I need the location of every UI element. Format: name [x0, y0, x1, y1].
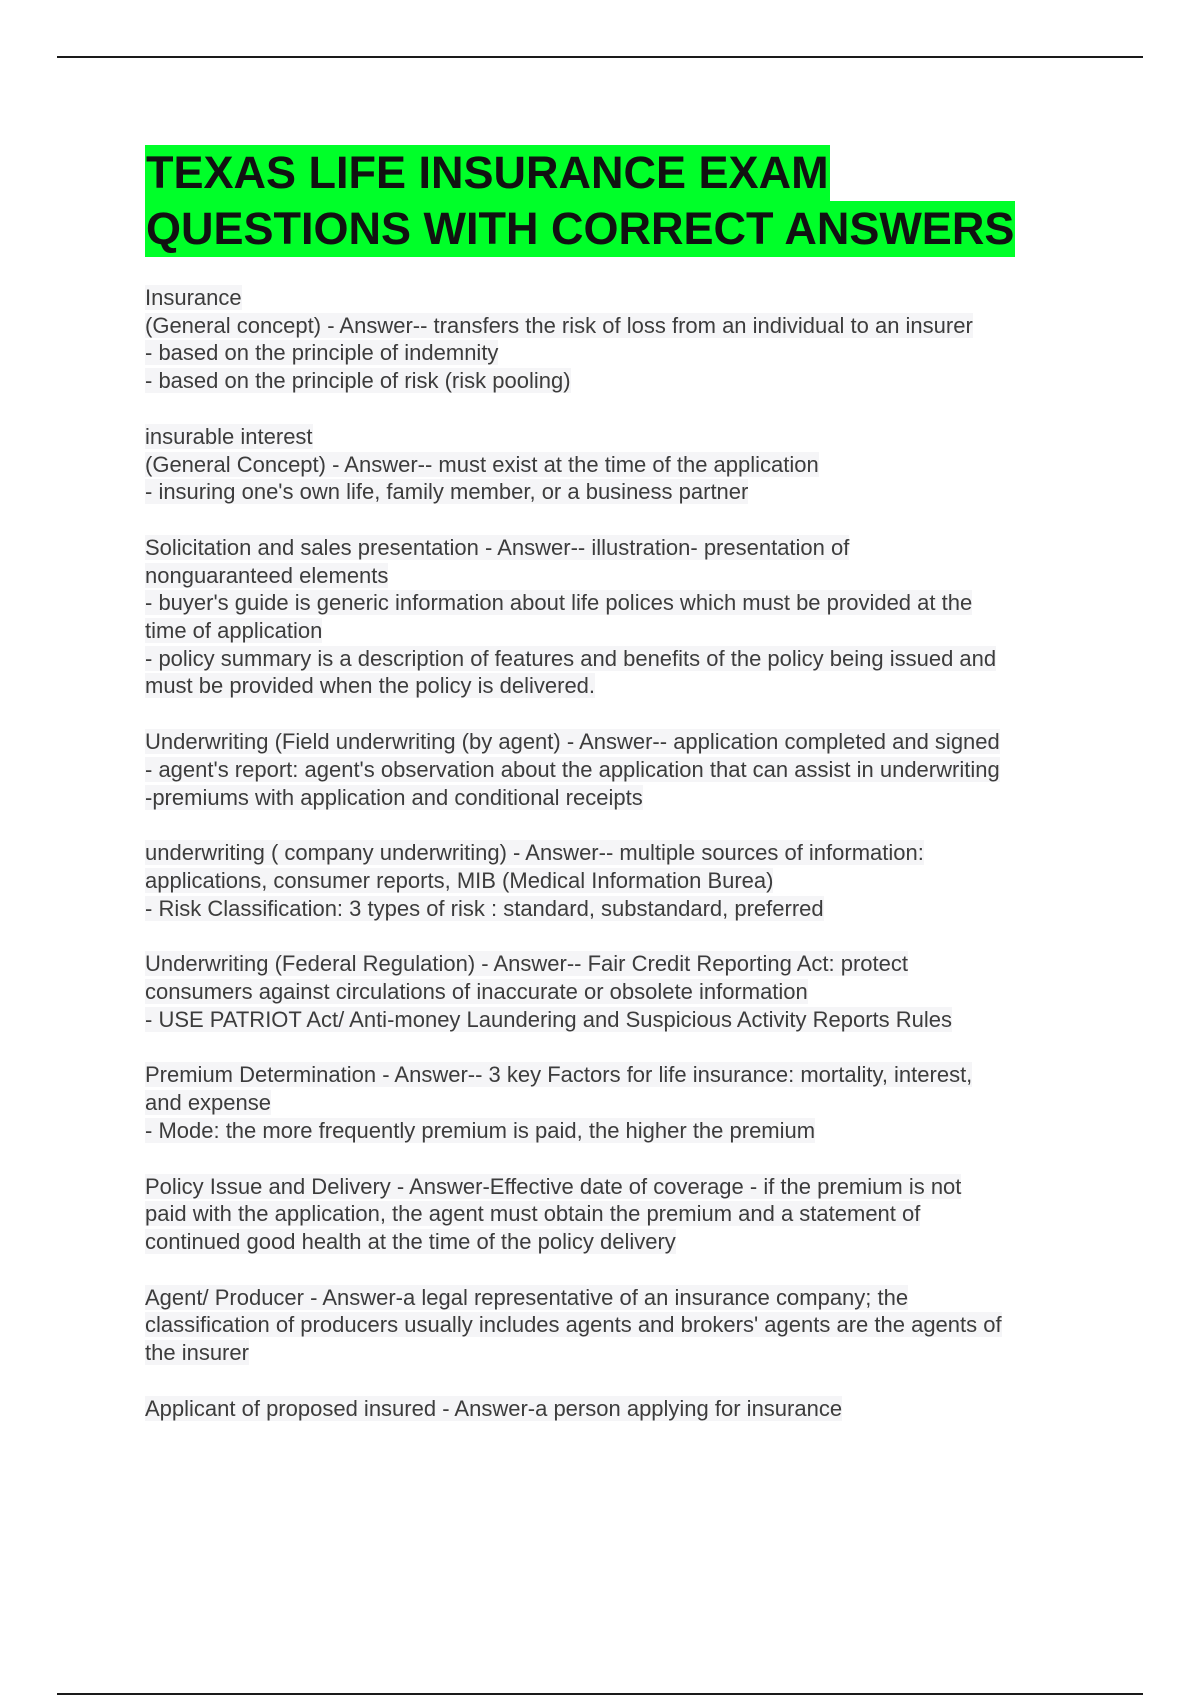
qa-line-text: must be provided when the policy is delivered. [145, 673, 596, 699]
qa-line [145, 451, 1085, 479]
qa-entry [145, 950, 1085, 1033]
qa-entry [145, 1061, 1085, 1144]
qa-line-text: insurable interest [145, 423, 313, 449]
qa-line-text: nonguaranteed elements [145, 562, 389, 588]
qa-line [145, 1061, 1085, 1089]
qa-line [145, 784, 1085, 812]
qa-line-text: time of application [145, 618, 323, 644]
qa-line-text: classification of producers usually includes agents and brokers' agents are the agents of [145, 1312, 1002, 1338]
qa-line [145, 339, 1085, 367]
qa-line-text: - policy summary is a description of features and benefits of the policy being issued and [145, 645, 997, 671]
qa-line [145, 534, 1085, 562]
qa-line-text: - agent's report: agent's observation about the application that can assist in underwriting [145, 756, 1000, 782]
qa-line-text: - based on the principle of indemnity [145, 340, 499, 366]
document-body [145, 145, 1085, 1451]
qa-line-text: (General concept) - Answer-- transfers the risk of loss from an individual to an insurer [145, 312, 973, 338]
qa-line-text: the insurer [145, 1340, 249, 1366]
qa-line-text: Insurance [145, 285, 242, 310]
qa-entry [145, 1173, 1085, 1256]
qa-line [145, 589, 1085, 617]
qa-line [145, 423, 1085, 451]
title-line: QUESTIONS WITH CORRECT ANSWERS [145, 201, 1015, 257]
qa-line [145, 867, 1085, 895]
qa-line [145, 1395, 1085, 1423]
document-title [145, 145, 1085, 257]
qa-line-text: and expense [145, 1090, 271, 1116]
qa-line-text: Agent/ Producer - Answer-a legal representative of an insurance company; the [145, 1284, 909, 1310]
qa-line [145, 312, 1085, 340]
qa-line-text: Solicitation and sales presentation - Answer-- illustration- presentation of [145, 534, 850, 560]
qa-line [145, 1006, 1085, 1034]
qa-line [145, 1311, 1085, 1339]
qa-entry [145, 534, 1085, 700]
qa-line-text: consumers against circulations of inaccurate or obsolete information [145, 979, 808, 1005]
qa-entry [145, 728, 1085, 811]
qa-entry [145, 423, 1085, 506]
qa-line [145, 978, 1085, 1006]
qa-line-text: - Mode: the more frequently premium is paid, the higher the premium [145, 1117, 816, 1143]
qa-line-text: Policy Issue and Delivery - Answer-Effective date of coverage - if the premium is not [145, 1173, 962, 1199]
qa-line [145, 895, 1085, 923]
qa-line [145, 1228, 1085, 1256]
top-rule [57, 56, 1143, 58]
qa-line [145, 672, 1085, 700]
qa-line [145, 284, 1085, 312]
qa-line-text: -premiums with application and conditional receipts [145, 784, 643, 810]
qa-line [145, 1200, 1085, 1228]
qa-line-text: applications, consumer reports, MIB (Medical Information Burea) [145, 867, 774, 893]
qa-line [145, 617, 1085, 645]
qa-line [145, 839, 1085, 867]
qa-entry [145, 839, 1085, 922]
qa-line [145, 950, 1085, 978]
qa-line [145, 562, 1085, 590]
qa-line-text: Underwriting (Federal Regulation) - Answer-- Fair Credit Reporting Act: protect [145, 951, 908, 977]
title-line: TEXAS LIFE INSURANCE EXAM [145, 145, 830, 201]
qa-line-text: - Risk Classification: 3 types of risk : standard, substandard, preferred [145, 895, 824, 921]
qa-line [145, 1339, 1085, 1367]
qa-line [145, 1117, 1085, 1145]
qa-line [145, 1089, 1085, 1117]
qa-line-text: Applicant of proposed insured - Answer-a person applying for insurance [145, 1395, 843, 1421]
qa-line [145, 478, 1085, 506]
qa-line-text: - buyer's guide is generic information about life polices which must be provided at the [145, 590, 973, 616]
qa-entry [145, 1395, 1085, 1423]
qa-list [145, 284, 1085, 1423]
qa-line-text: (General Concept) - Answer-- must exist at the time of the application [145, 451, 819, 477]
qa-line [145, 728, 1085, 756]
bottom-rule [57, 1693, 1143, 1695]
qa-line-text: Underwriting (Field underwriting (by agent) - Answer-- application completed and signed [145, 729, 1000, 755]
qa-line-text: Premium Determination - Answer-- 3 key Factors for life insurance: mortality, interest, [145, 1062, 973, 1088]
qa-line [145, 1173, 1085, 1201]
qa-line-text: - based on the principle of risk (risk pooling) [145, 368, 571, 394]
qa-line [145, 645, 1085, 673]
qa-entry [145, 1284, 1085, 1367]
qa-line-text: underwriting ( company underwriting) - Answer-- multiple sources of information: [145, 840, 924, 866]
qa-line [145, 1284, 1085, 1312]
qa-line [145, 367, 1085, 395]
qa-line-text: continued good health at the time of the policy delivery [145, 1228, 676, 1254]
qa-line [145, 756, 1085, 784]
qa-line-text: - insuring one's own life, family member, or a business partner [145, 479, 749, 505]
qa-line-text: paid with the application, the agent must obtain the premium and a statement of [145, 1201, 921, 1227]
qa-entry [145, 284, 1085, 395]
qa-line-text: - USE PATRIOT Act/ Anti-money Laundering and Suspicious Activity Reports Rules [145, 1006, 953, 1032]
